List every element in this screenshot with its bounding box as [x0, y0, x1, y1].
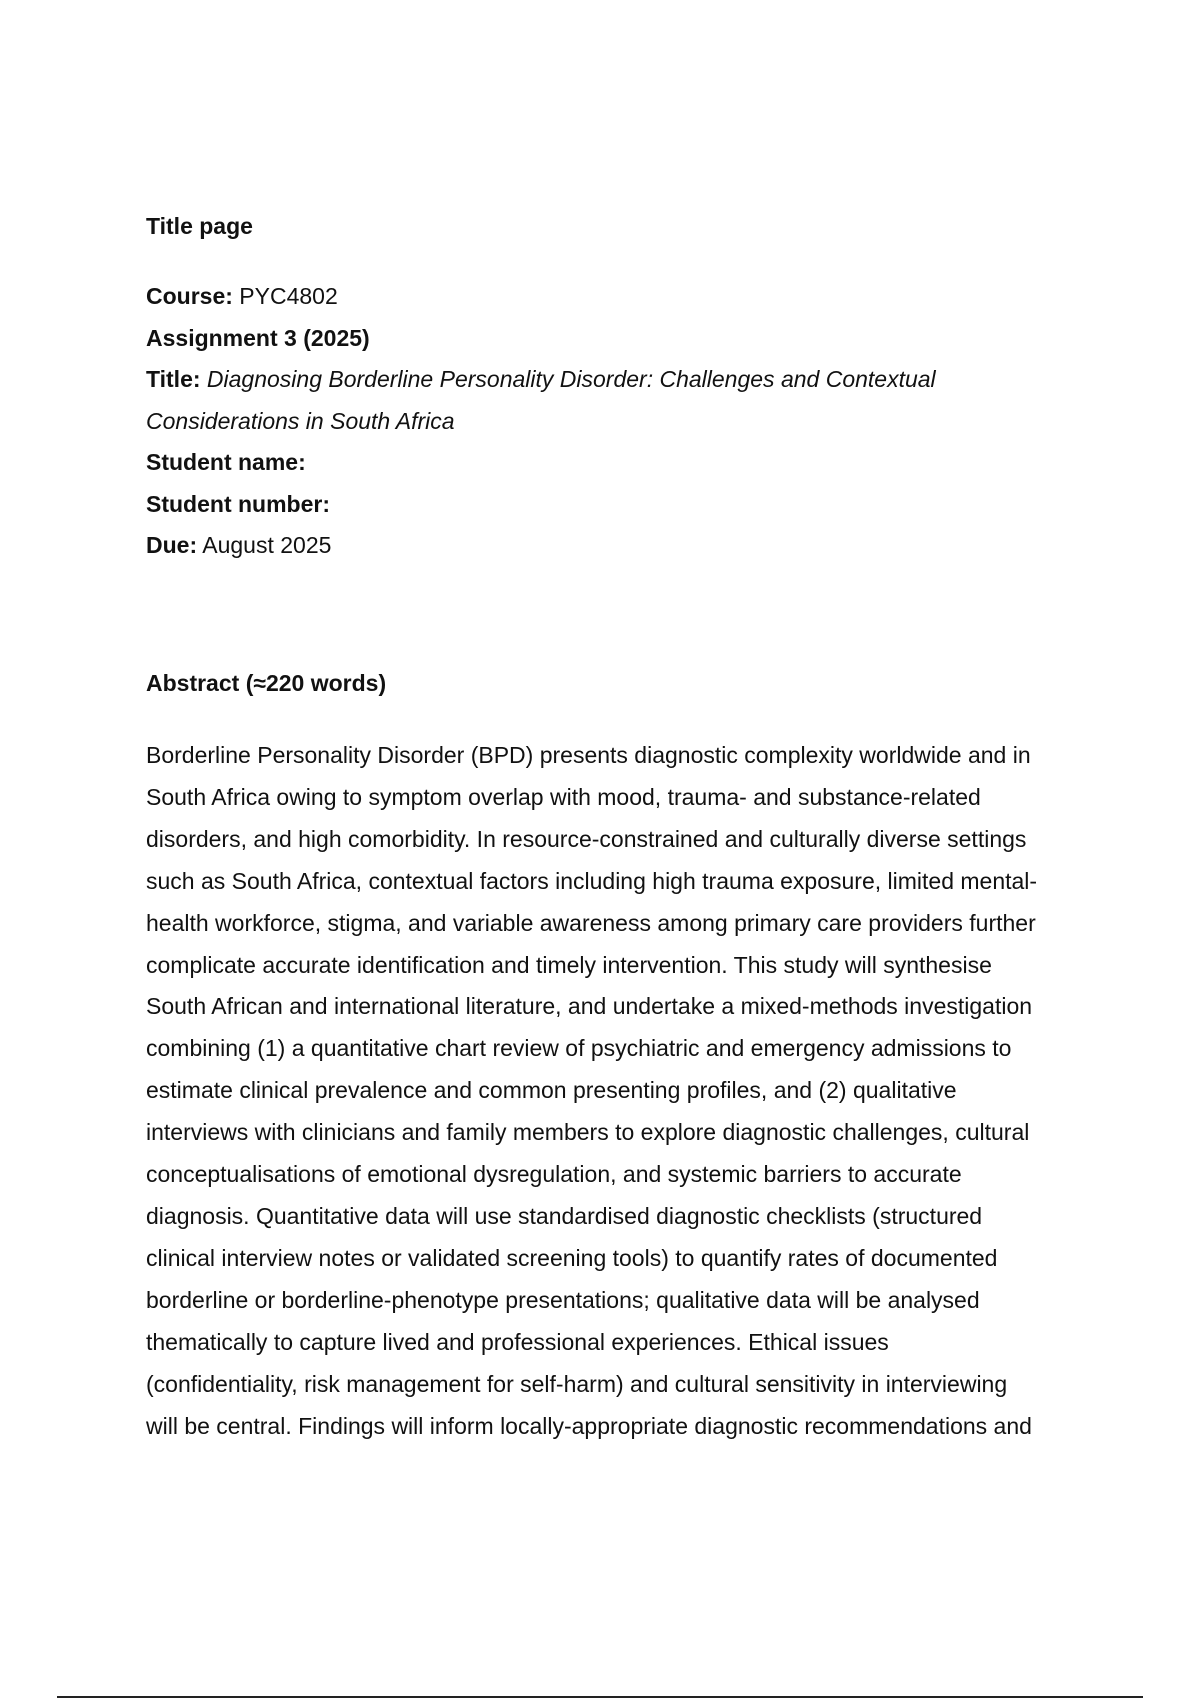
page-bottom-divider	[57, 1696, 1143, 1698]
abstract-line: conceptualisations of emotional dysregulation, and systemic barriers to accurate	[146, 1161, 962, 1188]
abstract-line: South African and international literature, and undertake a mixed-methods investigation	[146, 993, 1033, 1020]
assignment-details	[146, 276, 1106, 567]
abstract-line: clinical interview notes or validated screening tools) to quantify rates of documented	[146, 1244, 998, 1271]
title-value: Diagnosing Borderline Personality Disorder: Challenges and Contextual Considerations in South Africa	[146, 366, 936, 434]
due-label: Due:	[146, 532, 198, 558]
abstract-line: South Africa owing to symptom overlap with mood, trauma- and substance-related	[146, 783, 981, 810]
course-label: Course:	[146, 283, 233, 309]
due-line	[146, 525, 1106, 567]
abstract-line: borderline or borderline-phenotype presentations; qualitative data will be analysed	[146, 1286, 980, 1313]
abstract-line: interviews with clinicians and family members to explore diagnostic challenges, cultural	[146, 1119, 1030, 1146]
abstract-line: Borderline Personality Disorder (BPD) presents diagnostic complexity worldwide and in	[146, 742, 1031, 768]
due-value: August 2025	[197, 532, 332, 558]
student-name-label: Student name:	[146, 449, 306, 475]
abstract-line: combining (1) a quantitative chart review of psychiatric and emergency admissions to	[146, 1035, 1012, 1062]
title-line	[146, 359, 1006, 442]
abstract-line: complicate accurate identification and timely intervention. This study will synthesise	[146, 951, 992, 978]
abstract-line: such as South Africa, contextual factors including high trauma exposure, limited mental-	[146, 867, 1038, 894]
abstract-line: disorders, and high comorbidity. In resource-constrained and culturally diverse settings	[146, 825, 1027, 852]
course-value: PYC4802	[232, 283, 338, 309]
abstract-line: diagnosis. Quantitative data will use standardised diagnostic checklists (structured	[146, 1202, 983, 1229]
title-label: Title:	[146, 366, 201, 392]
abstract-heading: Abstract (≈220 words)	[146, 670, 387, 696]
assignment-line: Assignment 3 (2025)	[146, 324, 370, 351]
abstract-line: health workforce, stigma, and variable awareness among primary care providers further	[146, 909, 1036, 936]
title-page-section	[146, 209, 1106, 567]
abstract-line: estimate clinical prevalence and common presenting profiles, and (2) qualitative	[146, 1077, 957, 1104]
title-page-heading: Title page	[146, 213, 253, 239]
abstract-line: (confidentiality, risk management for self-harm) and cultural sensitivity in interviewing	[146, 1370, 1008, 1397]
student-number-label: Student number:	[146, 490, 330, 517]
abstract-line: thematically to capture lived and professional experiences. Ethical issues	[146, 1328, 889, 1355]
abstract-line: will be central. Findings will inform locally-appropriate diagnostic recommendations and	[146, 1412, 1032, 1439]
course-line	[146, 276, 1106, 318]
abstract-body	[146, 735, 1091, 1447]
